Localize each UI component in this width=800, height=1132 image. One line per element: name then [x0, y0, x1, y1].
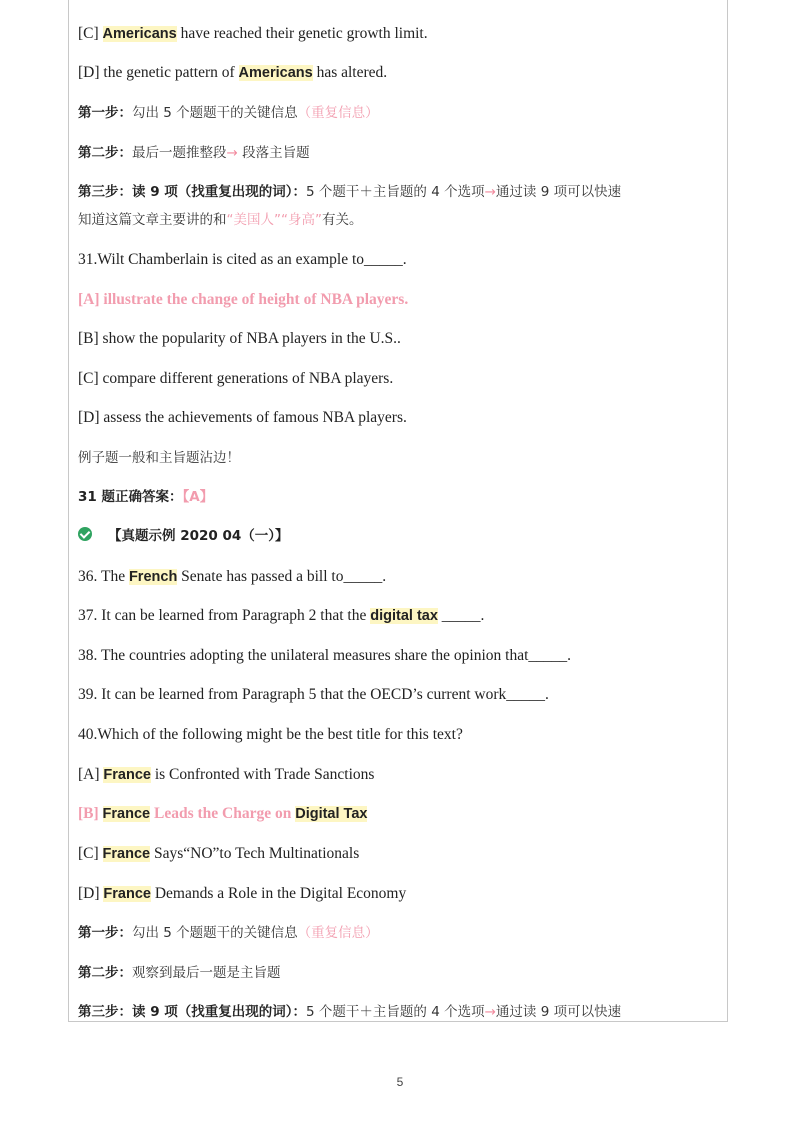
option-b: [B] show the popularity of NBA players in the U.S..: [78, 330, 401, 347]
keyword-highlight: France: [102, 806, 151, 822]
question-37: 37. It can be learned from Paragraph 2 that the digital tax _____.: [78, 607, 485, 624]
step-three-repeat: 第三步：读 9 项（找重复出现的词）：5 个题干＋主旨题的 4 个选项→通过读 9 项可以快速: [78, 1004, 622, 1020]
keyword-highlight: Americans: [238, 65, 313, 81]
keyword-highlight: digital tax: [370, 608, 438, 624]
step-one: 第一步：勾出 5 个题题干的关键信息（重复信息）: [78, 105, 379, 121]
keyword-highlight: France: [102, 846, 151, 862]
step-three: 第三步：读 9 项（找重复出现的词）：5 个题干＋主旨题的 4 个选项→通过读 9 项可以快速: [78, 184, 622, 200]
question-36: 36. The French Senate has passed a bill to_____.: [78, 568, 387, 585]
step-three-continued: 知道这篇文章主要讲的和“美国人”“身高”有关。: [78, 212, 363, 228]
keyword-highlight: French: [128, 569, 178, 585]
step-two-repeat: 第二步：观察到最后一题是主旨题: [78, 965, 281, 981]
option-b-answer: [B] France Leads the Charge on Digital Tax: [78, 805, 368, 822]
option-d: [D] assess the achievements of famous NBA players.: [78, 409, 407, 426]
step-two: 第二步：最后一题推整段→ 段落主旨题: [78, 145, 310, 161]
option-a-france: [A] France is Confronted with Trade Sanctions: [78, 766, 375, 783]
tip-note: 例子题一般和主旨题沾边！: [78, 450, 240, 466]
keyword-highlight: Americans: [102, 26, 177, 42]
option-a-answer: [A] illustrate the change of height of NBA players.: [78, 291, 409, 308]
question-31: 31.Wilt Chamberlain is cited as an example to_____.: [78, 251, 407, 268]
answer-31: 31 题正确答案：【A】: [78, 489, 214, 505]
example-heading: 【真题示例 2020 04（一）】: [78, 526, 289, 546]
question-39: 39. It can be learned from Paragraph 5 that the OECD’s current work_____.: [78, 686, 549, 703]
option-d-americans: [D] the genetic pattern of Americans has altered.: [78, 64, 388, 81]
keyword-highlight: France: [103, 767, 151, 783]
question-38: 38. The countries adopting the unilateral measures share the opinion that_____.: [78, 647, 572, 664]
keyword-highlight: France: [103, 886, 151, 902]
arrow-icon: →: [484, 1004, 496, 1020]
option-c: [C] compare different generations of NBA players.: [78, 370, 394, 387]
question-40: 40.Which of the following might be the best title for this text?: [78, 726, 463, 743]
arrow-icon: →: [484, 184, 496, 200]
page-number: 5: [396, 1075, 404, 1089]
arrow-icon: →: [226, 145, 238, 161]
step-one-repeat: 第一步：勾出 5 个题题干的关键信息（重复信息）: [78, 925, 379, 941]
option-c-france: [C] France Says“NO”to Tech Multinationals: [78, 845, 360, 862]
keyword-highlight: Digital Tax: [295, 806, 368, 822]
check-icon: [78, 527, 92, 541]
option-c-americans: [C] Americans have reached their genetic growth limit.: [78, 25, 428, 42]
option-d-france: [D] France Demands a Role in the Digital Economy: [78, 885, 407, 902]
